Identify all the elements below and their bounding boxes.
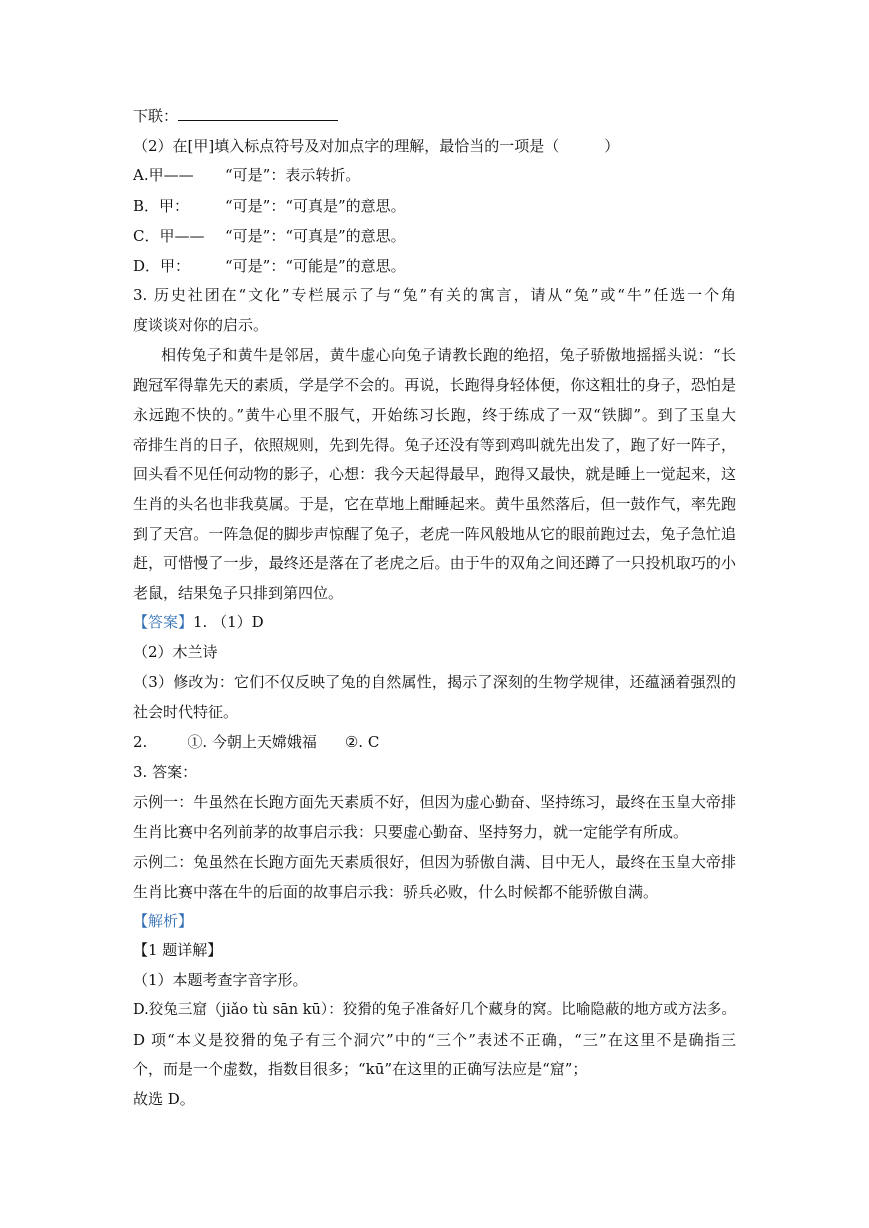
fable-para-line: 到了天宫。一阵急促的脚步声惊醒了兔子，老虎一阵风般地从它的眼前跑过去，兔子急忙追 xyxy=(133,525,736,543)
option-a-meaning: “可是”：表示转折。 xyxy=(225,166,361,184)
option-d xyxy=(133,256,406,276)
answer-3-heading: 3. 答案： xyxy=(133,763,198,781)
fable-para-line: 相传兔子和黄牛是邻居，黄牛虚心向兔子请教长跑的绝招，兔子骄傲地摇摇头说：“长 xyxy=(161,346,736,364)
fable-para-line: 帝排生肖的日子，依照规则，先到先得。兔子还没有等到鸡叫就先出发了，跑了好一阵子， xyxy=(133,436,736,454)
answer-2-part-1: ①. 今朝上天嫦娥福 xyxy=(187,733,317,751)
fable-para-line: 生肖的头名也非我莫属。于是，它在草地上酣睡起来。黄牛虽然落后，但一鼓作气，率先跑 xyxy=(133,495,736,513)
analysis-section-1: 【1 题详解】 xyxy=(133,941,223,959)
option-c-meaning: “可是”：“可真是”的意思。 xyxy=(225,227,406,245)
option-c-punct: C．甲—— xyxy=(133,227,205,245)
answer-1-2: （2）木兰诗 xyxy=(133,643,218,661)
option-b-punct: B．甲： xyxy=(133,197,190,215)
answer-1-1: 1. （1）D xyxy=(193,613,264,631)
analysis-line: （1）本题考查字音字形。 xyxy=(133,971,308,989)
example-1: 示例一：牛虽然在长跑方面先天素质不好，但因为虚心勤奋、坚持练习，最终在玉皇大帝排 xyxy=(133,793,736,811)
answer-1-3-cont: 社会时代特征。 xyxy=(133,703,239,721)
analysis-line: 个，而是一个虚数，指数目很多；“kū”在这里的正确写法应是“窟”； xyxy=(133,1060,588,1078)
analysis-line: D 项“本义是狡猾的兔子有三个洞穴”中的“三个”表述不正确，“三”在这里不是确指三 xyxy=(133,1031,736,1049)
answer-1-3: （3）修改为：它们不仅反映了兔的自然属性，揭示了深刻的生物学规律，还蕴涵着强烈的 xyxy=(133,673,736,691)
fable-para-line: 老鼠，结果兔子只排到第四位。 xyxy=(133,584,344,602)
answer-2-number: 2. xyxy=(133,733,148,751)
fable-para-line: 回头看不见任何动物的影子，心想：我今天起得最早，跑得又最快，就是睡上一觉起来，这 xyxy=(133,465,736,483)
analysis-line: D.狡兔三窟（jiǎo tù sān kū）：狡猾的兔子准备好几个藏身的窝。比喻隐蔽的地方或方法多。 xyxy=(133,1002,736,1018)
example-2: 示例二：兔虽然在长跑方面先天素质很好，但因为骄傲自满、目中无人，最终在玉皇大帝排 xyxy=(133,853,736,871)
fill-blank xyxy=(178,106,338,121)
blank-label: 下联： xyxy=(133,107,179,125)
answer-tag: 【答案】 xyxy=(133,613,194,631)
option-b-meaning: “可是”：“可真是”的意思。 xyxy=(225,197,406,215)
example-2-cont: 生肖比赛中落在牛的后面的故事启示我：骄兵必败，什么时候都不能骄傲自满。 xyxy=(133,883,659,901)
option-a xyxy=(133,165,360,185)
fable-para-line: 跑冠军得靠先天的素质，学是学不会的。再说，长跑得身轻体便，你这粗壮的身子，恐怕是 xyxy=(133,376,736,394)
option-d-meaning: “可是”：“可能是”的意思。 xyxy=(225,257,406,275)
option-a-punct: A.甲—— xyxy=(133,166,194,184)
answer-2-part-2: ②. C xyxy=(344,733,380,751)
example-1-cont: 生肖比赛中名列前茅的故事启示我：只要虚心勤奋、坚持努力，就一定能学有所成。 xyxy=(133,823,689,841)
fable-para-line: 赶，可惜慢了一步，最终还是落在了老虎之后。由于牛的双角之间还蹲了一只投机取巧的小 xyxy=(133,554,736,572)
question-3: 3. 历史社团在“文化”专栏展示了与“兔”有关的寓言，请从“兔”或“牛”任选一个角 xyxy=(133,286,736,304)
question-3-cont: 度谈谈对你的启示。 xyxy=(133,316,269,334)
answer-heading xyxy=(133,612,264,632)
answer-2 xyxy=(133,732,379,752)
analysis-conclusion: 故选 D。 xyxy=(133,1090,195,1108)
answer-blank-line xyxy=(133,106,338,126)
option-c xyxy=(133,226,406,246)
option-b xyxy=(133,196,406,216)
option-d-punct: D．甲： xyxy=(133,257,191,275)
fable-para-line: 永远跑不快的。”黄牛心里不服气，开始练习长跑，终于练成了一双“铁脚”。到了玉皇大 xyxy=(133,406,736,424)
question-2-2: （2）在[甲]填入标点符号及对加点字的理解，最恰当的一项是（ ） xyxy=(133,137,620,155)
analysis-tag: 【解析】 xyxy=(133,912,194,930)
